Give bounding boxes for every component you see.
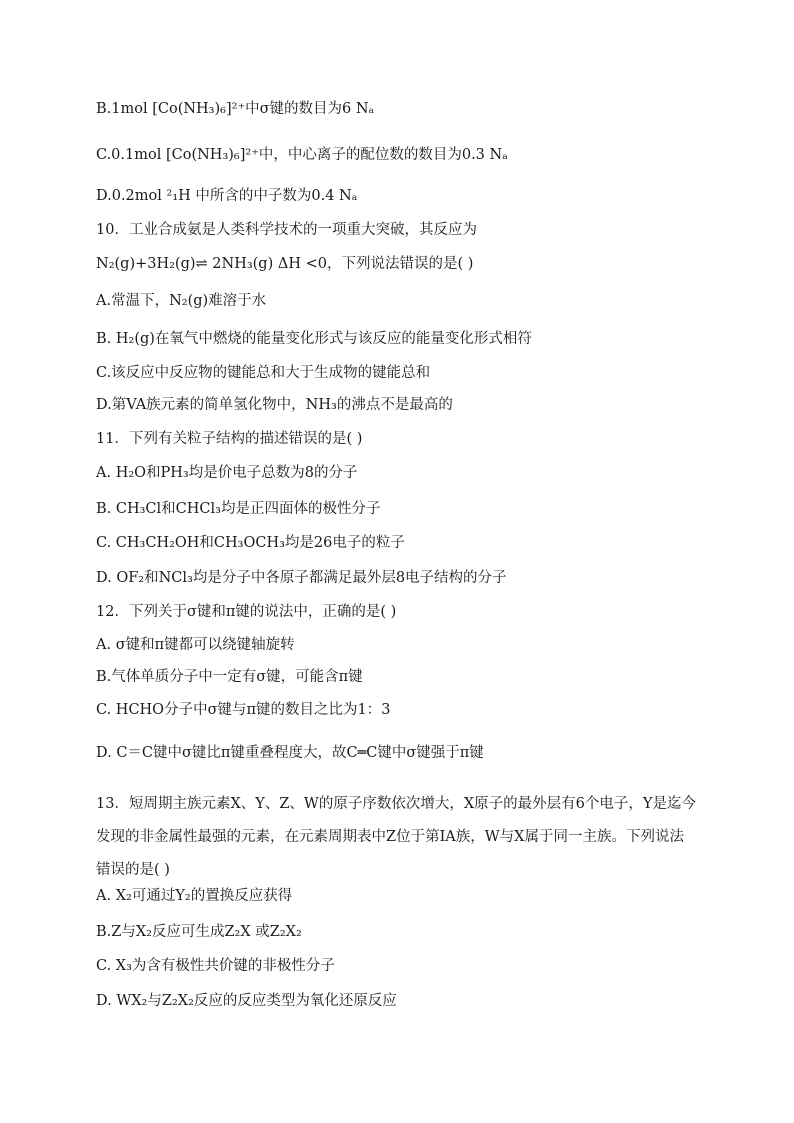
option-13b: B.Z与X₂反应可生成Z₂X 或Z₂X₂ [96,924,302,940]
option-11b: B. CH₃Cl和CHCl₃均是正四面体的极性分子 [96,501,381,517]
question-13-stem: 13．短周期主族元素X、Y、Z、W的原子序数依次增大，X原子的最外层有6个电子，Y是迄今发现的非金属性最强的元素，在元素周期表中Z位于第ⅠA族，W与X属于同一主族。下列说法错误的是( ) [96,796,696,878]
option-11a: A. H₂O和PH₃均是价电子总数为8的分子 [96,465,358,481]
option-9c: C.0.1mol [Co(NH₃)₆]²⁺中，中心离子的配位数的数目为0.3 Nₐ [96,147,508,163]
option-11d: D. OF₂和NCl₃均是分子中各原子都满足最外层8电子结构的分子 [96,570,507,586]
option-13d: D. WX₂与Z₂X₂反应的反应类型为氧化还原反应 [96,993,397,1009]
option-9b: B.1mol [Co(NH₃)₆]²⁺中σ键的数目为6 Nₐ [96,101,375,117]
question-10-equation: N₂(g)+3H₂(g)⇌ 2NH₃(g) ΔH <0，下列说法错误的是( ) [96,256,474,272]
option-10c: C.该反应中反应物的键能总和大于生成物的键能总和 [96,365,431,381]
option-12a: A. σ键和π键都可以绕键轴旋转 [96,637,295,653]
option-10d: D.第VA族元素的简单氢化物中，NH₃的沸点不是最高的 [96,397,453,413]
option-10a: A.常温下，N₂(g)难溶于水 [96,293,267,309]
option-11c: C. CH₃CH₂OH和CH₃OCH₃均是26电子的粒子 [96,535,405,551]
option-13c: C. X₃为含有极性共价键的非极性分子 [96,958,335,974]
question-10-stem: 10．工业合成氨是人类科学技术的一项重大突破，其反应为 [96,222,477,238]
option-9d: D.0.2mol ²₁H 中所含的中子数为0.4 Nₐ [96,188,358,204]
option-12b: B.气体单质分子中一定有σ键，可能含π键 [96,669,363,685]
question-11-stem: 11．下列有关粒子结构的描述错误的是( ) [96,431,363,447]
option-12c: C. HCHO分子中σ键与π键的数目之比为1：3 [96,702,391,718]
option-12d: D. C＝C键中σ键比π键重叠程度大，故C═C键中σ键强于π键 [96,745,484,761]
option-10b: B. H₂(g)在氧气中燃烧的能量变化形式与该反应的能量变化形式相符 [96,331,532,347]
option-13a: A. X₂可通过Y₂的置换反应获得 [96,888,293,904]
question-12-stem: 12．下列关于σ键和π键的说法中，正确的是( ) [96,604,397,620]
